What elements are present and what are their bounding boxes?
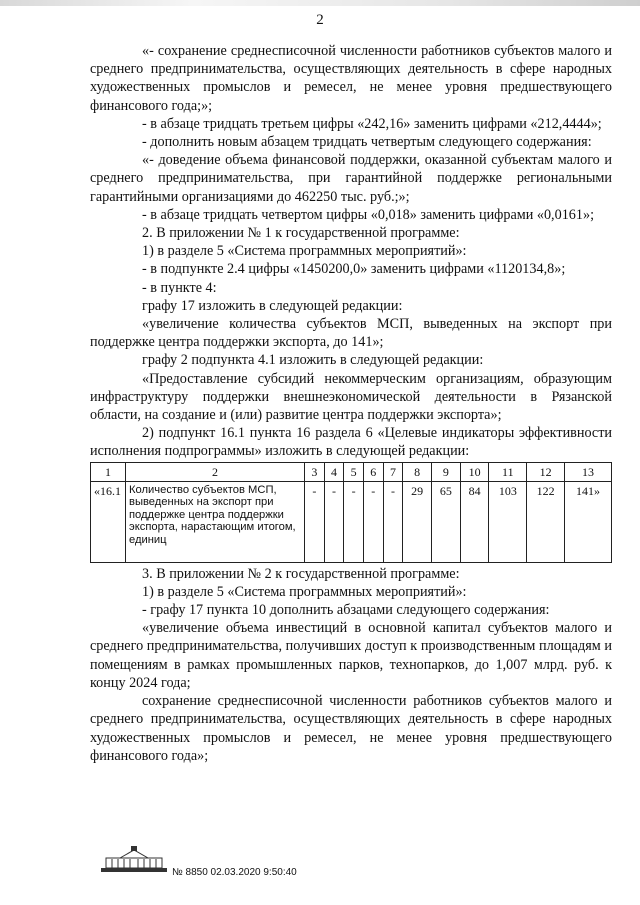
table-cell: Количество субъектов МСП, выведенных на экспорт при поддержке центра поддержки экспорта, нарастающим итогом, единиц bbox=[126, 481, 305, 562]
table-header-cell: 7 bbox=[383, 462, 403, 481]
paragraph: «увеличение количества субъектов МСП, выведенных на экспорт при поддержке центра поддержки экспорта, до 141»; bbox=[90, 316, 612, 351]
table-header-cell: 13 bbox=[565, 462, 612, 481]
table-row bbox=[91, 481, 612, 562]
table-header-cell: 4 bbox=[324, 462, 344, 481]
table-cell: 122 bbox=[527, 481, 565, 562]
paragraph: 3. В приложении № 2 к государственной программе: bbox=[142, 565, 460, 582]
table-header-cell: 10 bbox=[460, 462, 489, 481]
paragraph: «Предоставление субсидий некоммерческим организациям, образующим инфраструктуру поддержки внешнеэкономической деятельности в Рязанской области, на создание и (или) развитие центра поддержки экспорта»; bbox=[90, 370, 612, 424]
table-header-cell: 12 bbox=[527, 462, 565, 481]
table-header-cell: 5 bbox=[344, 462, 364, 481]
table-header-cell: 9 bbox=[432, 462, 461, 481]
table-cell: 65 bbox=[432, 481, 461, 562]
scan-edge bbox=[0, 0, 640, 6]
paragraph: - в пункте 4: bbox=[142, 279, 217, 296]
page-number: 2 bbox=[316, 12, 324, 28]
paragraph: графу 2 подпункта 4.1 изложить в следующей редакции: bbox=[142, 352, 484, 369]
table-cell: - bbox=[344, 481, 364, 562]
table-cell: 141» bbox=[565, 481, 612, 562]
paragraph: графу 17 изложить в следующей редакции: bbox=[142, 297, 403, 314]
document-body bbox=[90, 42, 612, 765]
paragraph: 1) в разделе 5 «Система программных мероприятий»: bbox=[142, 583, 467, 600]
table-header-cell: 2 bbox=[126, 462, 305, 481]
table-cell: - bbox=[363, 481, 383, 562]
paragraph: 2) подпункт 16.1 пункта 16 раздела 6 «Целевые индикаторы эффективности исполнения подпрограммы» изложить в следующей редакции: bbox=[90, 425, 612, 460]
table-cell: 84 bbox=[460, 481, 489, 562]
indicator-table bbox=[90, 462, 612, 563]
paragraph: сохранение среднесписочной численности работников субъектов малого и среднего предпринимательства, осуществляющих деятельность в сфере народных художественных промыслов и ремесел, не менее уровня предшествующего финансового года»; bbox=[90, 693, 612, 764]
table-cell: 103 bbox=[489, 481, 527, 562]
table-cell: «16.1 bbox=[91, 481, 126, 562]
registration-stamp: № 8850 02.03.2020 9:50:40 bbox=[172, 867, 297, 878]
table-header-cell: 6 bbox=[363, 462, 383, 481]
table-header-row bbox=[91, 462, 612, 481]
table-header-cell: 3 bbox=[305, 462, 325, 481]
table-cell: 29 bbox=[403, 481, 432, 562]
paragraph: «- сохранение среднесписочной численности работников субъектов малого и среднего предпринимательства, осуществляющих деятельность в сфере народных художественных промыслов и ремесел, не менее уровня предшествующего финансового года;»; bbox=[90, 43, 612, 114]
table-cell: - bbox=[383, 481, 403, 562]
paragraph: - в подпункте 2.4 цифры «1450200,0» заменить цифрами «1120134,8»; bbox=[142, 261, 566, 278]
table-header-cell: 8 bbox=[403, 462, 432, 481]
paragraph: «- доведение объема финансовой поддержки, оказанной субъектам малого и среднего предпринимательства, при гарантийной поддержке региональными гарантийными организациями до 462250 тыс. руб.;»; bbox=[90, 152, 612, 205]
table-header-cell: 1 bbox=[91, 462, 126, 481]
table-header-cell: 11 bbox=[489, 462, 527, 481]
paragraph: 1) в разделе 5 «Система программных мероприятий»: bbox=[142, 243, 467, 260]
paragraph: - дополнить новым абзацем тридцать четвертым следующего содержания: bbox=[142, 134, 592, 151]
paragraph: - в абзаце тридцать четвертом цифры «0,018» заменить цифрами «0,0161»; bbox=[142, 206, 595, 223]
government-building-icon bbox=[100, 846, 168, 874]
paragraph: - графу 17 пункта 10 дополнить абзацами следующего содержания: bbox=[142, 602, 550, 619]
paragraph: - в абзаце тридцать третьем цифры «242,16» заменить цифрами «212,4444»; bbox=[142, 115, 602, 132]
document-footer bbox=[100, 846, 420, 880]
paragraph: 2. В приложении № 1 к государственной программе: bbox=[142, 225, 460, 242]
table-cell: - bbox=[324, 481, 344, 562]
paragraph: «увеличение объема инвестиций в основной капитал субъектов малого и среднего предпринимательства, получивших доступ к производственным площадям и помещениям в рамках промышленных парков, технопарков, до 1,007 млрд. руб. к концу 2024 года; bbox=[90, 620, 612, 691]
table-cell: - bbox=[305, 481, 325, 562]
